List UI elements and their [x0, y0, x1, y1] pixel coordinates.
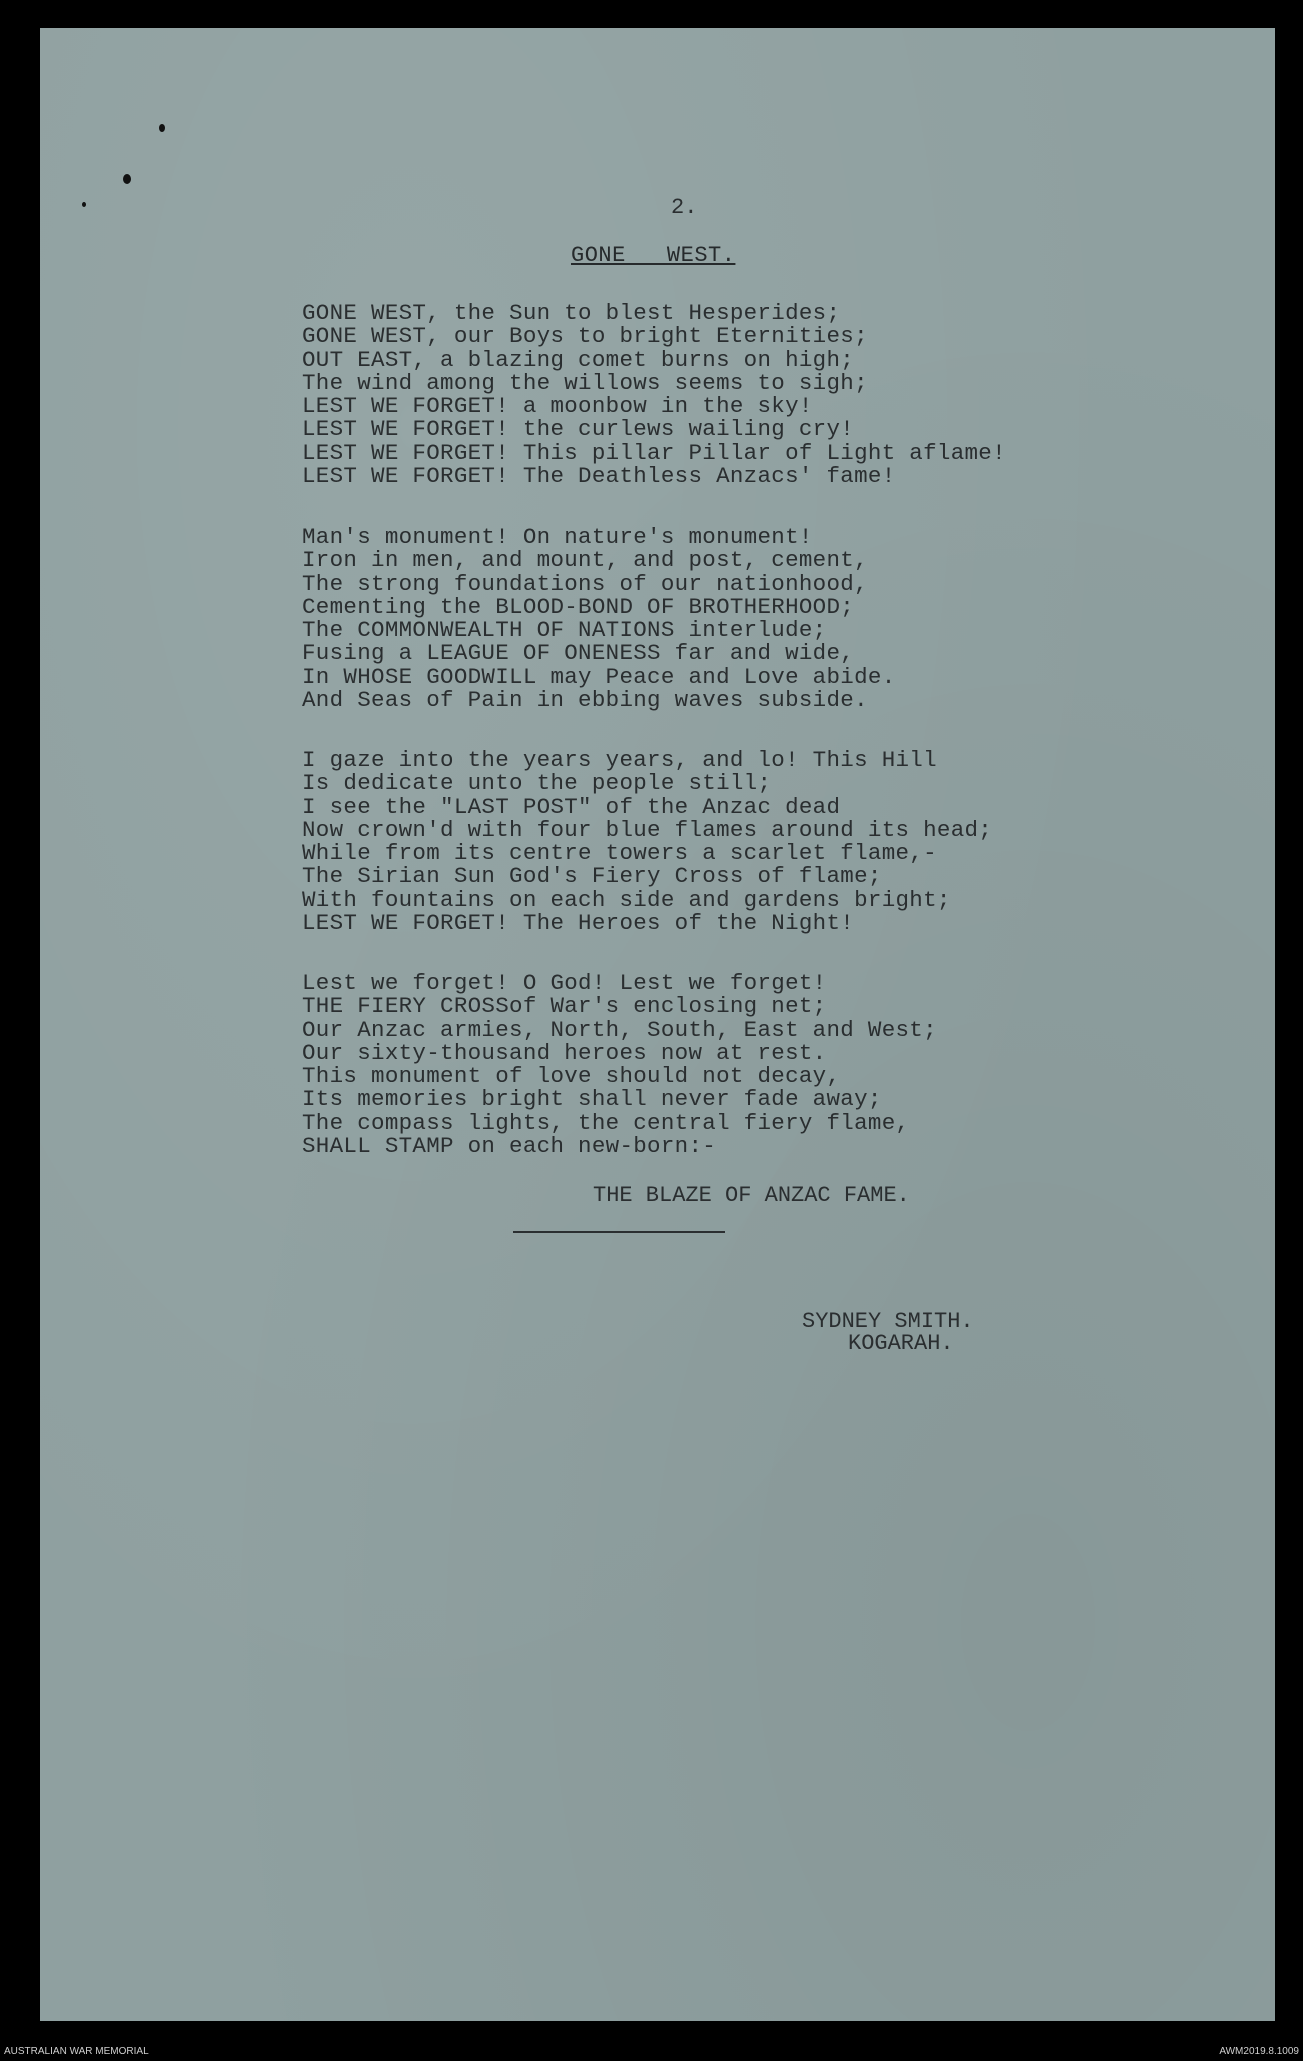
signature-place: KOGARAH. [848, 1331, 954, 1356]
poem-line: LEST WE FORGET! This pillar Pillar of Light aflame! [302, 439, 1006, 466]
poem-line: In WHOSE GOODWILL may Peace and Love abide. [302, 663, 896, 690]
poem-line: Fusing a LEAGUE OF ONENESS far and wide, [302, 640, 855, 667]
poem-line: LEST WE FORGET! The Heroes of the Night! [302, 910, 855, 937]
poem-line: I see the "LAST POST" of the Anzac dead [302, 793, 841, 820]
poem-line: With fountains on each side and gardens bright; [302, 886, 951, 913]
poem-line: LEST WE FORGET! a moonbow in the sky! [302, 393, 813, 420]
ink-spot [123, 174, 131, 184]
poem-line: THE FIERY CROSSof War's enclosing net; [302, 993, 827, 1020]
poem-line: Its memories bright shall never fade away; [302, 1086, 882, 1113]
footer-reference: AWM2019.8.1009 [1219, 2046, 1299, 2057]
poem-line: This monument of love should not decay, [302, 1063, 841, 1090]
poem-line: LEST WE FORGET! the curlews wailing cry! [302, 416, 855, 443]
poem-line: Lest we forget! O God! Lest we forget! [302, 970, 827, 996]
poem-line: Is dedicate unto the people still; [302, 770, 772, 797]
footer-credit: AUSTRALIAN WAR MEMORIAL [4, 2046, 149, 2057]
poem-line: The Sirian Sun God's Fiery Cross of flame; [302, 863, 882, 890]
poem-line: The compass lights, the central fiery flame, [302, 1109, 910, 1136]
poem-line: Our Anzac armies, North, South, East and West; [302, 1016, 937, 1043]
poem-line: GONE WEST, our Boys to bright Eternities; [302, 323, 868, 350]
poem-line: Our sixty-thousand heroes now at rest. [302, 1039, 827, 1066]
stanza-3 [302, 749, 992, 935]
poem-line: The wind among the willows seems to sigh; [302, 369, 868, 396]
poem-line: While from its centre towers a scarlet flame,- [302, 840, 937, 867]
poem-line: OUT EAST, a blazing comet burns on high; [302, 346, 855, 373]
poem-line: The COMMONWEALTH OF NATIONS interlude; [302, 617, 827, 644]
poem-line: GONE WEST, the Sun to blest Hesperides; [302, 300, 841, 326]
ink-spot [82, 202, 86, 207]
ink-spot [159, 124, 165, 132]
divider [513, 1231, 725, 1233]
signature-name: SYDNEY SMITH. [802, 1309, 974, 1334]
poem-line: SHALL STAMP on each new-born:- [302, 1133, 717, 1160]
stanza-1 [302, 302, 1006, 488]
poem-line: Iron in men, and mount, and post, cement, [302, 547, 868, 574]
poem-line: Man's monument! On nature's monument! [302, 524, 813, 550]
poem-final-line: THE BLAZE OF ANZAC FAME. [593, 1183, 910, 1208]
poem-line: Cementing the BLOOD-BOND OF BROTHERHOOD; [302, 593, 855, 620]
poem-line: I gaze into the years years, and lo! This Hill [302, 747, 937, 773]
stanza-2 [302, 526, 896, 712]
poem-line: LEST WE FORGET! The Deathless Anzacs' fame! [302, 463, 896, 490]
page-number: 2. [671, 195, 698, 220]
stanza-4 [302, 972, 937, 1158]
poem-line: The strong foundations of our nationhood, [302, 570, 868, 597]
poem-title: GONE WEST. [571, 243, 736, 268]
document-page [40, 28, 1275, 2021]
poem-line: Now crown'd with four blue flames around its head; [302, 816, 993, 843]
poem-line: And Seas of Pain in ebbing waves subside. [302, 687, 868, 714]
